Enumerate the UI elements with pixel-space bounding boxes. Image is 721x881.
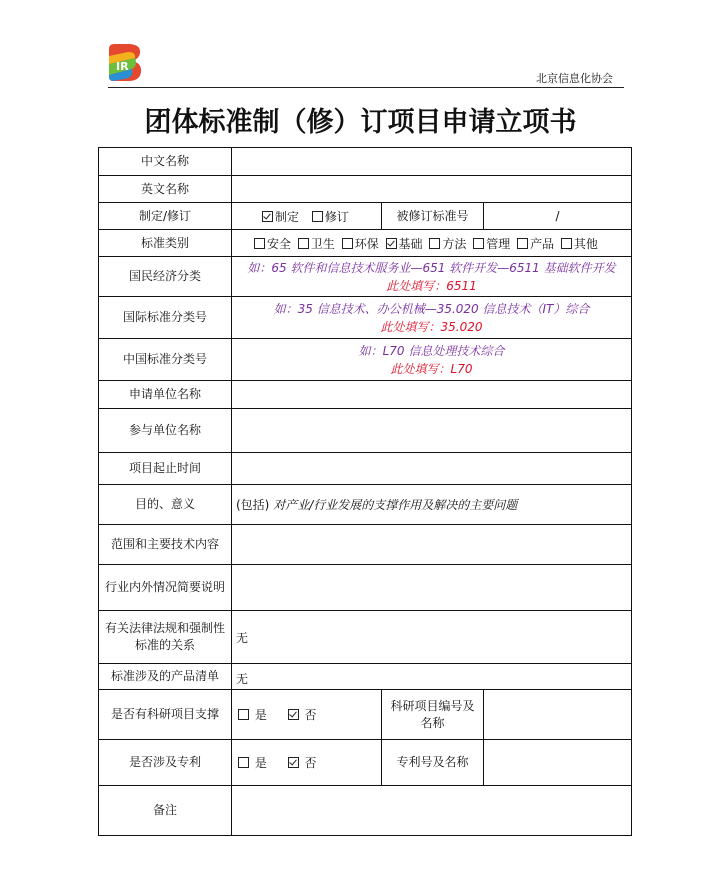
economy-class-hint: 如：65 软件和信息技术服务业—651 软件开发—6511 基础软件开发 — [247, 260, 616, 275]
patent-options — [232, 740, 382, 786]
purpose-field[interactable] — [232, 485, 632, 525]
economy-class-fill: 此处填写：6511 — [386, 278, 477, 293]
revised-standard-label: 被修订标准号 — [382, 203, 484, 230]
checkbox-icon[interactable] — [517, 238, 528, 249]
cn-class-hint: 如：L70 信息处理技术综合 — [358, 343, 505, 358]
intl-class-hint: 如：35 信息技术、办公机械—35.020 信息技术（IT）综合 — [273, 301, 590, 316]
organization-name: 北京信息化协会 — [536, 72, 613, 85]
page-title: 团体标准制（修）订项目申请立项书 — [144, 107, 577, 138]
products-label: 标准涉及的产品清单 — [99, 664, 232, 690]
research-options — [232, 690, 382, 740]
checkbox-icon[interactable] — [473, 238, 484, 249]
en-name-label: 英文名称 — [99, 176, 232, 203]
row-cn-class — [99, 339, 632, 381]
economy-class-field[interactable] — [232, 257, 632, 297]
checkbox-icon[interactable] — [429, 238, 440, 249]
research-option-yes[interactable]: 是 — [238, 708, 267, 722]
research-project-field[interactable] — [484, 690, 632, 740]
row-en-name — [99, 176, 632, 203]
cn-class-fill: 此处填写：L70 — [390, 361, 473, 376]
applicant-field[interactable] — [232, 381, 632, 409]
scope-field[interactable] — [232, 525, 632, 565]
intl-class-fill: 此处填写：35.020 — [380, 319, 483, 334]
period-label: 项目起止时间 — [99, 453, 232, 485]
scope-label: 范围和主要技术内容 — [99, 525, 232, 565]
checkbox-checked-icon[interactable] — [288, 709, 299, 720]
checkbox-icon[interactable] — [298, 238, 309, 249]
logo-text: IR — [116, 60, 129, 73]
checkbox-icon[interactable] — [238, 757, 249, 768]
checkbox-icon[interactable] — [238, 709, 249, 720]
row-patent — [99, 740, 632, 786]
intl-class-field[interactable] — [232, 297, 632, 339]
category-option-method[interactable]: 方法 — [429, 237, 466, 251]
application-form-table — [98, 147, 632, 836]
category-option-environment[interactable]: 环保 — [342, 237, 379, 251]
row-applicant — [99, 381, 632, 409]
checkbox-checked-icon[interactable] — [262, 211, 273, 222]
laws-field[interactable]: 无 — [232, 611, 632, 664]
patent-option-no[interactable]: 否 — [288, 756, 317, 770]
category-option-safety[interactable]: 安全 — [254, 237, 291, 251]
checkbox-checked-icon[interactable] — [288, 757, 299, 768]
category-option-basic[interactable]: 基础 — [386, 237, 423, 251]
research-project-label: 科研项目编号及名称 — [382, 690, 484, 740]
make-revise-label: 制定/修订 — [99, 203, 232, 230]
industry-field[interactable] — [232, 565, 632, 611]
patent-option-yes[interactable]: 是 — [238, 756, 267, 770]
row-category — [99, 230, 632, 257]
category-option-product[interactable]: 产品 — [517, 237, 554, 251]
industry-label: 行业内外情况简要说明 — [99, 565, 232, 611]
period-field[interactable] — [232, 453, 632, 485]
make-revise-options — [232, 203, 382, 230]
row-remarks — [99, 786, 632, 836]
revised-standard-field[interactable]: / — [484, 203, 632, 230]
row-make-revise — [99, 203, 632, 230]
cn-name-field[interactable] — [232, 148, 632, 176]
intl-class-label: 国际标准分类号 — [99, 297, 232, 339]
remarks-field[interactable] — [232, 786, 632, 836]
applicant-label: 申请单位名称 — [99, 381, 232, 409]
participants-field[interactable] — [232, 409, 632, 453]
checkbox-icon[interactable] — [312, 211, 323, 222]
row-intl-class — [99, 297, 632, 339]
checkbox-icon[interactable] — [561, 238, 572, 249]
en-name-field[interactable] — [232, 176, 632, 203]
economy-class-label: 国民经济分类 — [99, 257, 232, 297]
research-option-no[interactable]: 否 — [288, 708, 317, 722]
research-label: 是否有科研项目支撑 — [99, 690, 232, 740]
category-option-management[interactable]: 管理 — [473, 237, 510, 251]
purpose-label: 目的、意义 — [99, 485, 232, 525]
row-research — [99, 690, 632, 740]
row-economy-class — [99, 257, 632, 297]
association-logo — [108, 42, 144, 82]
patent-label: 是否涉及专利 — [99, 740, 232, 786]
row-cn-name — [99, 148, 632, 176]
patent-number-field[interactable] — [484, 740, 632, 786]
row-period — [99, 453, 632, 485]
cn-class-field[interactable] — [232, 339, 632, 381]
participants-label: 参与单位名称 — [99, 409, 232, 453]
row-industry — [99, 565, 632, 611]
row-purpose — [99, 485, 632, 525]
remarks-label: 备注 — [99, 786, 232, 836]
cn-name-label: 中文名称 — [99, 148, 232, 176]
patent-number-label: 专利号及名称 — [382, 740, 484, 786]
category-options — [232, 230, 632, 257]
cn-class-label: 中国标准分类号 — [99, 339, 232, 381]
products-field[interactable]: 无 — [232, 664, 632, 690]
row-participants — [99, 409, 632, 453]
header-divider — [108, 87, 624, 88]
purpose-hint: 对产业/行业发展的支撑作用及解决的主要问题 — [273, 498, 518, 512]
category-option-health[interactable]: 卫生 — [298, 237, 335, 251]
option-revise[interactable]: 修订 — [312, 210, 349, 224]
category-label: 标准类别 — [99, 230, 232, 257]
row-laws — [99, 611, 632, 664]
laws-label: 有关法律法规和强制性标准的关系 — [99, 611, 232, 664]
checkbox-checked-icon[interactable] — [386, 238, 397, 249]
row-scope — [99, 525, 632, 565]
row-products — [99, 664, 632, 690]
option-make[interactable]: 制定 — [262, 210, 299, 224]
checkbox-icon[interactable] — [254, 238, 265, 249]
category-option-other[interactable]: 其他 — [561, 237, 598, 251]
purpose-prefix: (包括) — [236, 498, 270, 512]
checkbox-icon[interactable] — [342, 238, 353, 249]
